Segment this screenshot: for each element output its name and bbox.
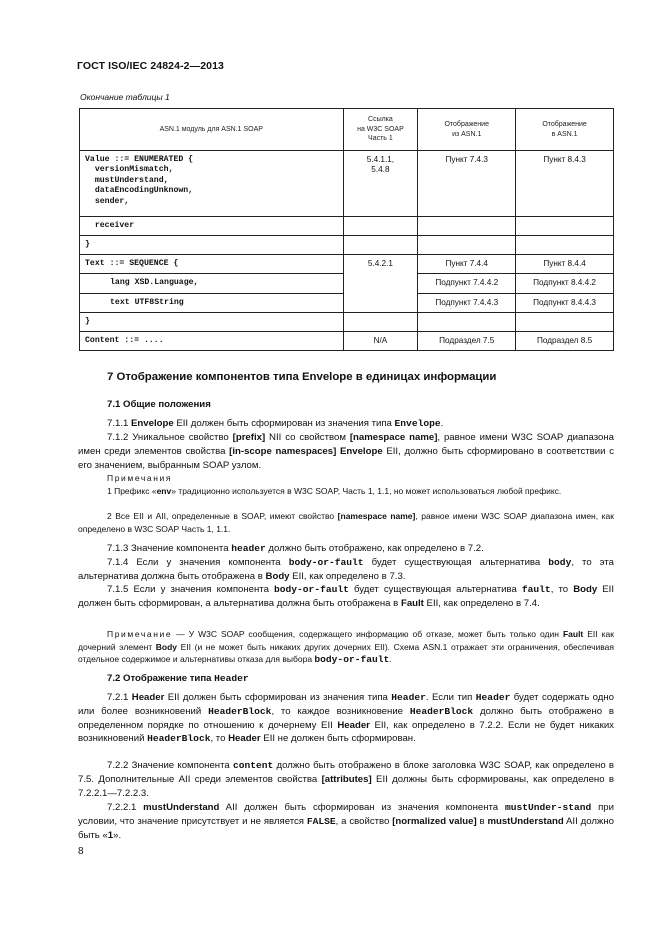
asn1-mapping-table — [79, 108, 614, 351]
table-row — [80, 217, 614, 236]
page-number: 8 — [78, 846, 84, 857]
document-header: ГОСТ ISO/IEC 24824-2—2013 — [77, 60, 224, 72]
code-cell: } — [80, 236, 344, 255]
table-row — [80, 151, 614, 217]
code-cell: Content ::= .... — [80, 332, 344, 351]
to-cell: Пункт 8.4.4 — [516, 255, 614, 274]
col-header-to: Отображение в ASN.1 — [516, 109, 614, 151]
code-cell: receiver — [80, 217, 344, 236]
from-cell: Подпункт 7.4.4.2 — [418, 274, 516, 294]
to-cell: Подпункт 8.4.4.3 — [516, 294, 614, 313]
notes-heading: Примечания — [107, 473, 173, 483]
code-cell: Text ::= SEQUENCE { — [80, 255, 344, 274]
note-2: 2 Все EII и AII, определенные в SOAP, имеют свойство [namespace name], равное имени W3C SOAP диапазона имен, как определено в W3C SOAP Часть 1, 1.1. — [78, 511, 614, 534]
ref-cell: 5.4.2.1 — [343, 255, 418, 313]
paragraph-7-1-5: 7.1.5 Если у значения компонента body-or-fault будет существующая альтернатива fault, то Body EII должен быть сформирован, а альтернатива должна быть отображена в Fault EII, как определено в 7.4. — [78, 584, 615, 609]
col-header-module: ASN.1 модуль для ASN.1 SOAP — [80, 109, 344, 151]
from-cell: Подпункт 7.4.4.3 — [418, 294, 516, 313]
to-cell: Подраздел 8.5 — [516, 332, 614, 351]
paragraph-7-2-2: 7.2.2 Значение компонента content должно быть отображено в блоке заголовка W3C SOAP, как определено в 7.5. Дополнительные AII среди элементов свойства [attributes] EII должны быть сформированы, как определено в 7.2.2.1—7.2.2.3. — [78, 760, 615, 799]
table-header-row — [80, 109, 614, 151]
code-cell: } — [80, 313, 344, 332]
from-cell: Пункт 7.4.3 — [418, 151, 516, 217]
paragraph-7-1-4: 7.1.4 Если у значения компонента body-or-fault будет существующая альтернатива body, то эта альтернатива должна быть отображена в Body EII, как определено в 7.3. — [78, 557, 614, 582]
from-cell: Пункт 7.4.4 — [418, 255, 516, 274]
ref-cell: N/A — [343, 332, 418, 351]
code-cell: Value ::= ENUMERATED { versionMismatch, mustUnderstand, dataEncodingUnknown, sender, — [80, 151, 344, 217]
table-row — [80, 332, 614, 351]
table-row — [80, 313, 614, 332]
code-cell: text UTF8String — [80, 294, 344, 313]
col-header-reference: Ссылка на W3C SOAP Часть 1 — [343, 109, 418, 151]
table-row — [80, 255, 614, 274]
code-cell: lang XSD.Language, — [80, 274, 344, 294]
paragraph-7-2-2-1: 7.2.2.1 mustUnderstand AII должен быть сформирован из значения компонента mustUnder-stand при условии, что значение присутствует и не является FALSE, а свойство [normalized value] в mustUnderstand AII должно быть «1». — [78, 802, 614, 841]
paragraph-7-1-1: 7.1.1 Envelope EII должен быть сформирован из значения типа Envelope. — [107, 418, 444, 429]
note-3: Примечание — У W3C SOAP сообщения, содержащего информацию об отказе, может быть только один Fault EII как дочерний элемент Body EII (и не может быть никаких других дочерних EII). Схема ASN.1 отражает эти ограничения, обеспечивая отдельное содержимое и альтернативы отказа для выбора body-or-fault. — [78, 629, 614, 666]
to-cell: Пункт 8.4.3 — [516, 151, 614, 217]
subsection-7-2-title: 7.2 Отображение типа Header — [107, 673, 249, 684]
section-7-title: 7 Отображение компонентов типа Envelope в единицах информации — [107, 371, 497, 383]
to-cell: Подпункт 8.4.4.2 — [516, 274, 614, 294]
from-cell: Подраздел 7.5 — [418, 332, 516, 351]
col-header-from: Отображение из ASN.1 — [418, 109, 516, 151]
note-1: 1 Префикс «env» традиционно используется в W3C SOAP, Часть 1, 1.1, но может использоваться любой префикс. — [107, 486, 562, 496]
paragraph-7-1-3: 7.1.3 Значение компонента header должно быть отображено, как определено в 7.2. — [107, 543, 484, 554]
paragraph-7-1-2: 7.1.2 Уникальное свойство [prefix] NII со свойством [namespace name], равное имени W3C SOAP диапазона имен среди элементов свойства [in-scope namespaces] Envelope EII, должно быть сформировано в соответствии с его значением, выбранным SOAP узлом. — [78, 432, 614, 471]
ref-cell: 5.4.1.1, 5.4.8 — [343, 151, 418, 217]
paragraph-7-2-1: 7.2.1 Header EII должен быть сформирован из значения типа Header. Если тип Header будет содержать одно или более возникновений HeaderBlock, то каждое возникновение HeaderBlock должно быть отображено в определенном порядке по отношению к дочернему EII Header EII, как определено в 7.2.2. Если не будет никаких возникновений HeaderBlock, то Header EII не должен быть сформирован. — [78, 692, 614, 745]
subsection-7-1-title: 7.1 Общие положения — [107, 399, 211, 410]
table-row — [80, 236, 614, 255]
table-caption: Окончание таблицы 1 — [80, 92, 170, 102]
